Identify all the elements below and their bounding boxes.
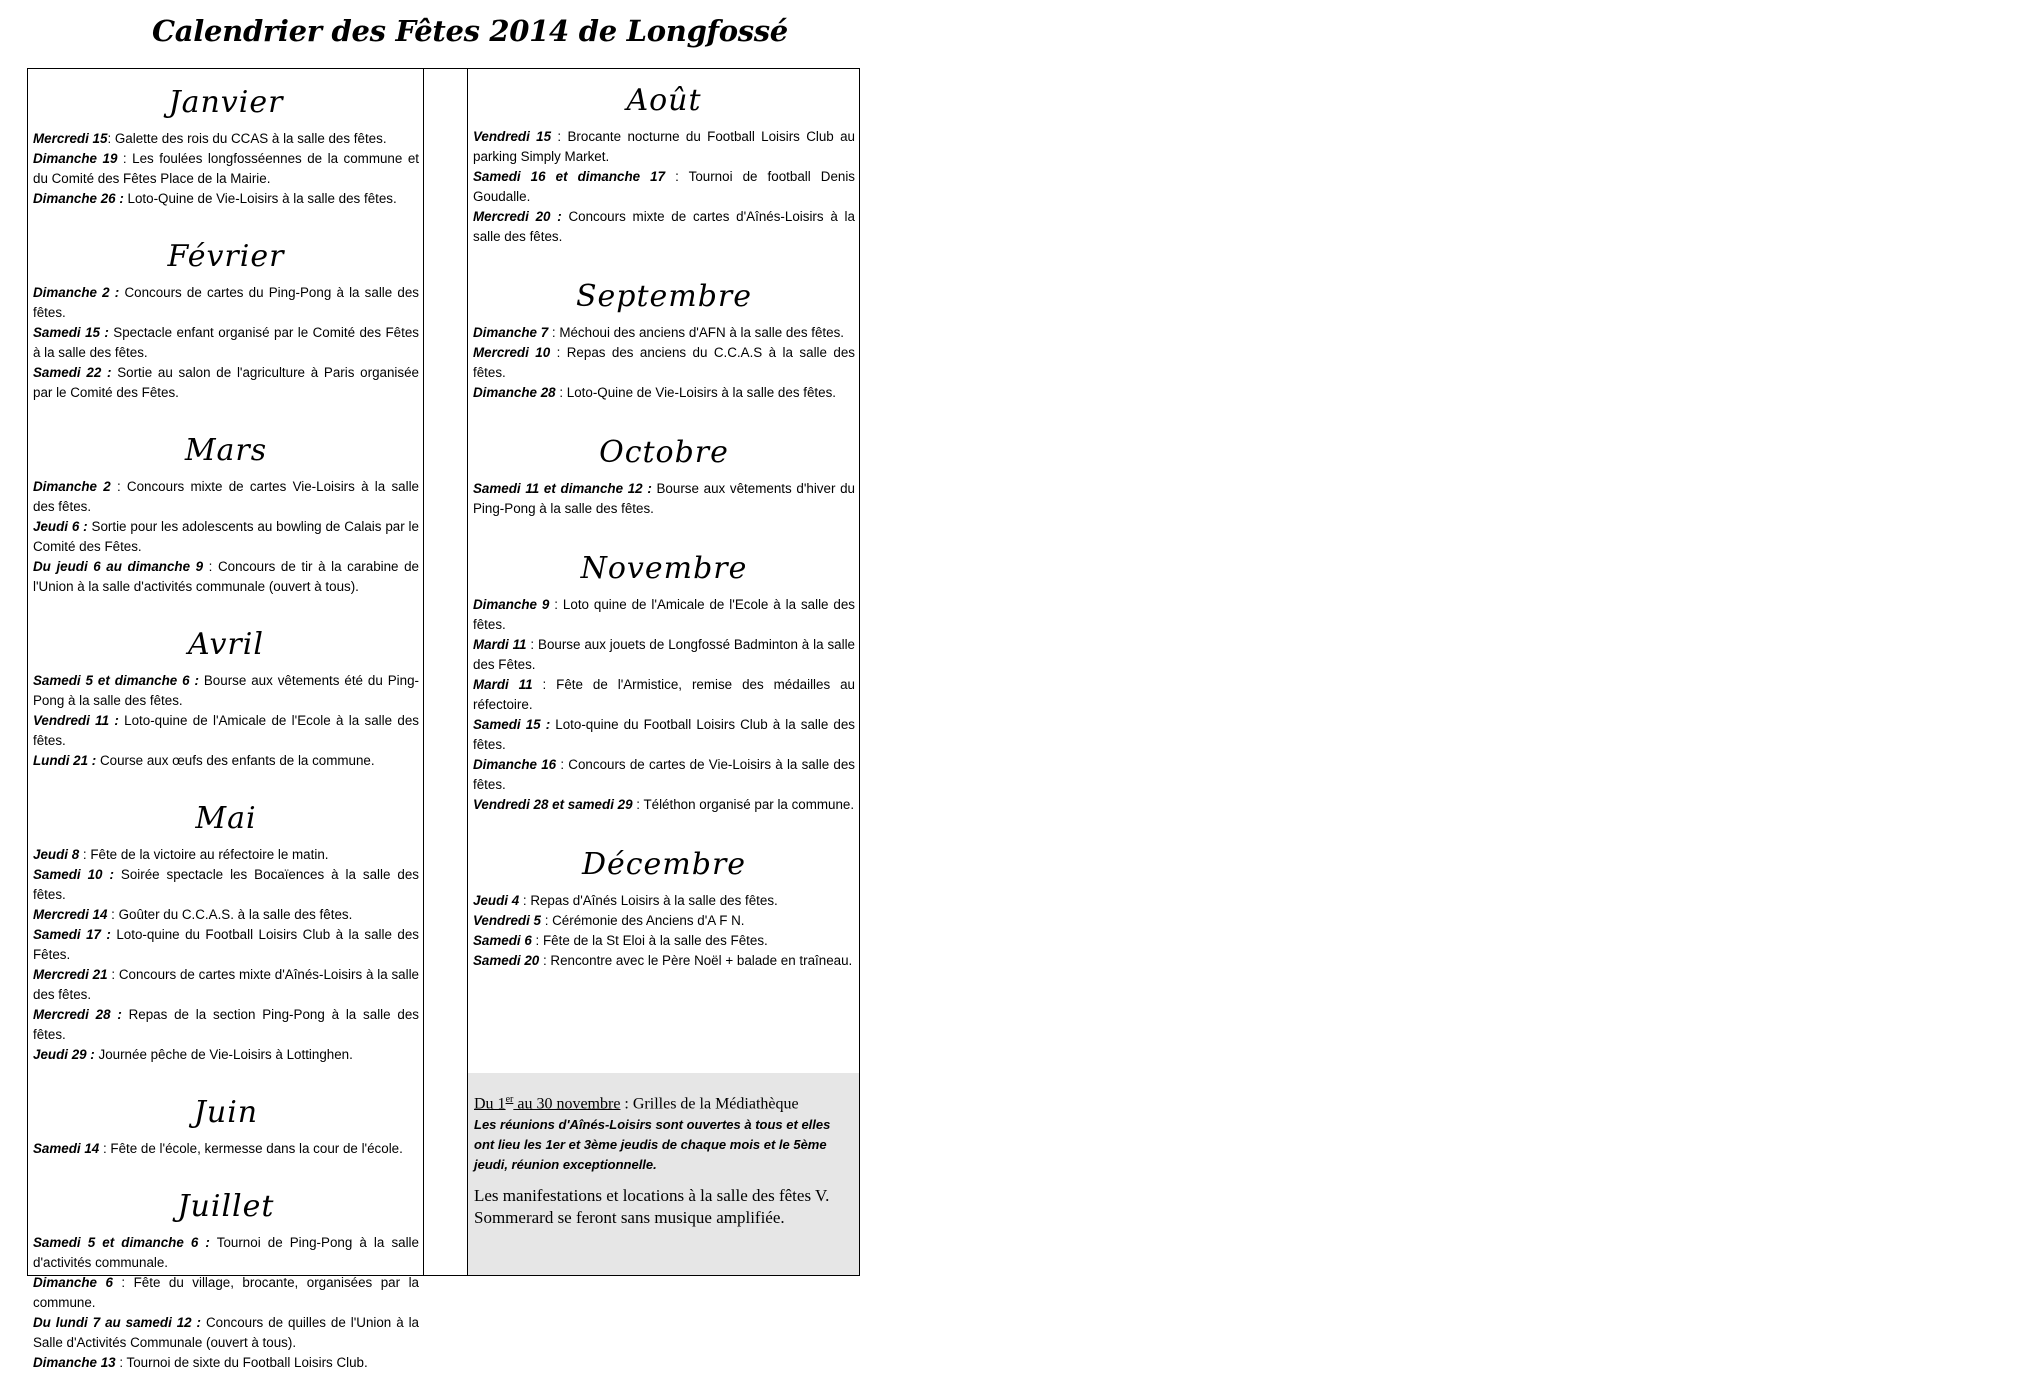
event-entry [33, 1139, 419, 1159]
event-description: : Brocante nocturne du Football Loisirs Club au parking Simply Market. [473, 129, 855, 164]
event-entry [33, 129, 419, 149]
event-description: : Téléthon organisé par la commune. [632, 797, 855, 812]
event-description: : Concours de tir à la carabine de l'Union à la salle d'activités communale (ouvert à tous). [33, 559, 419, 594]
event-description: Concours mixte de cartes d'Aînés-Loisirs à la salle des fêtes. [473, 209, 855, 244]
note-aines-loisirs: Les réunions d'Aînés-Loisirs sont ouvertes à tous et elles ont lieu les 1er et 3ème jeudis de chaque mois et le 5ème jeudi, réunion exceptionnelle. [474, 1117, 831, 1173]
event-description: : Concours de cartes de Vie-Loisirs à la salle des fêtes. [473, 757, 855, 792]
event-entry [33, 557, 419, 597]
event-date: Dimanche 2 : [33, 285, 120, 300]
event-date: Dimanche 28 [473, 385, 556, 400]
event-entry [473, 479, 855, 519]
event-date: Jeudi 8 [33, 847, 80, 862]
event-description: : Goûter du C.C.A.S. à la salle des fêtes. [107, 907, 353, 922]
event-date: Mardi 11 [473, 677, 533, 692]
event-entry [33, 517, 419, 557]
event-description: : Fête de la victoire au réfectoire le matin. [79, 847, 329, 862]
event-entry [473, 795, 855, 815]
event-entry [33, 845, 419, 865]
event-description: Sortie pour les adolescents au bowling de Calais par le Comité des Fêtes. [33, 519, 419, 554]
event-entry [33, 711, 419, 751]
event-date: Dimanche 7 [473, 325, 549, 340]
event-date: Dimanche 13 [33, 1355, 116, 1370]
month-heading: Septembre [575, 279, 753, 314]
spacer-column [424, 69, 468, 1275]
note-place: : Grilles de la Médiathèque [620, 1095, 799, 1113]
event-entry [473, 951, 855, 971]
event-entry [473, 595, 855, 635]
event-entry [473, 167, 855, 207]
month-heading: Juillet [177, 1189, 275, 1224]
note-mediatheque [474, 1089, 853, 1115]
event-date: Samedi 10 : [33, 867, 114, 882]
event-date: Dimanche 16 [473, 757, 557, 772]
event-description: Journée pêche de Vie-Loisirs à Lottinghen. [94, 1047, 353, 1062]
note-date-sup: er [505, 1094, 514, 1105]
month-gap [473, 247, 855, 279]
month-heading: Octobre [599, 435, 729, 470]
month-gap [33, 771, 419, 801]
month-gap [473, 815, 855, 847]
event-description: : Rencontre avec le Père Noël + balade en traîneau. [539, 953, 853, 968]
event-description: Loto-quine du Football Loisirs Club à la salle des fêtes. [473, 717, 855, 752]
event-entry [33, 1045, 419, 1065]
event-description: : Fête de l'école, kermesse dans la cour de l'école. [99, 1141, 403, 1156]
event-entry [473, 891, 855, 911]
event-entry [33, 477, 419, 517]
event-date: Jeudi 29 : [33, 1047, 95, 1062]
event-description: : Loto quine de l'Amicale de l'Ecole à la salle des fêtes. [473, 597, 855, 632]
event-entry [473, 207, 855, 247]
event-description: : Bourse aux jouets de Longfossé Badminton à la salle des Fêtes. [473, 637, 855, 672]
event-date: Mercredi 15 [33, 131, 108, 146]
event-entry [33, 189, 419, 209]
note-salle-fetes: Les manifestations et locations à la salle des fêtes V. Sommerard se feront sans musique amplifiée. [474, 1186, 830, 1228]
event-description: : Méchoui des anciens d'AFN à la salle des fêtes. [548, 325, 844, 340]
event-date: Samedi 14 [33, 1141, 100, 1156]
event-entry [33, 925, 419, 965]
event-entry [473, 127, 855, 167]
event-description: : Loto-Quine de Vie-Loisirs à la salle des fêtes. [555, 385, 836, 400]
month-gap [473, 403, 855, 435]
event-entry [33, 283, 419, 323]
event-date: Dimanche 9 [473, 597, 550, 612]
month-heading: Novembre [580, 551, 748, 586]
event-date: Du lundi 7 au samedi 12 : [33, 1315, 202, 1330]
event-entry [33, 671, 419, 711]
month-heading: Mars [184, 433, 268, 468]
event-entry [473, 675, 855, 715]
event-date: Samedi 15 : [473, 717, 551, 732]
month-gap [33, 597, 419, 627]
event-description: : Tournoi de sixte du Football Loisirs Club. [115, 1355, 368, 1370]
event-description: Course aux œufs des enfants de la commune. [96, 753, 375, 768]
event-date: Samedi 5 et dimanche 6 : [33, 673, 199, 688]
month-heading: Mai [195, 801, 257, 836]
event-description: : Les foulées longfosséennes de la commune et du Comité des Fêtes Place de la Mairie. [33, 151, 419, 186]
event-date: Vendredi 5 [473, 913, 541, 928]
event-description: : Concours de cartes mixte d'Aînés-Loisirs à la salle des fêtes. [33, 967, 419, 1002]
event-date: Mardi 11 [473, 637, 527, 652]
event-entry [33, 751, 419, 771]
event-entry [33, 149, 419, 189]
event-entry [473, 343, 855, 383]
note-date-b: au 30 novembre [513, 1095, 621, 1113]
month-heading: Août [626, 83, 702, 118]
event-date: Samedi 20 [473, 953, 540, 968]
event-description: Soirée spectacle les Bocaïences à la salle des fêtes. [33, 867, 419, 902]
event-description: : Fête du village, brocante, organisées par la commune. [33, 1275, 419, 1310]
event-date: Du jeudi 6 au dimanche 9 [33, 559, 204, 574]
month-gap [33, 1159, 419, 1189]
event-date: Jeudi 4 [473, 893, 520, 908]
event-entry [33, 865, 419, 905]
event-date: Jeudi 6 : [33, 519, 88, 534]
event-entry [33, 363, 419, 403]
event-description: Loto-quine du Football Loisirs Club à la salle des Fêtes. [33, 927, 419, 962]
event-date: Mercredi 10 [473, 345, 551, 360]
event-date: Samedi 6 [473, 933, 532, 948]
event-entry [473, 715, 855, 755]
event-date: Dimanche 26 : [33, 191, 124, 206]
event-date: Dimanche 2 [33, 479, 111, 494]
event-date: Samedi 16 et dimanche 17 [473, 169, 666, 184]
event-description: Concours de cartes du Ping-Pong à la salle des fêtes. [33, 285, 419, 320]
event-date: Vendredi 15 [473, 129, 552, 144]
event-entry [33, 1233, 419, 1273]
event-description: Sortie au salon de l'agriculture à Paris organisée par le Comité des Fêtes. [33, 365, 419, 400]
month-gap [33, 209, 419, 239]
info-note-box [468, 1073, 859, 1275]
month-heading: Juin [193, 1095, 259, 1130]
event-date: Dimanche 6 [33, 1275, 113, 1290]
event-entry [473, 323, 855, 343]
event-description: : Repas d'Aînés Loisirs à la salle des fêtes. [519, 893, 778, 908]
document-title: Calendrier des Fêtes 2014 de Longfossé [152, 14, 788, 48]
event-description: : Fête de la St Eloi à la salle des Fêtes. [531, 933, 768, 948]
month-heading: Janvier [168, 85, 284, 120]
event-entry [33, 1005, 419, 1045]
month-heading: Avril [188, 627, 264, 662]
event-date: Mercredi 20 : [473, 209, 562, 224]
event-date: Samedi 5 et dimanche 6 : [33, 1235, 210, 1250]
event-entry [33, 1273, 419, 1313]
event-date: Samedi 11 et dimanche 12 : [473, 481, 652, 496]
month-heading: Décembre [581, 847, 747, 882]
month-gap [33, 403, 419, 433]
event-date: Vendredi 11 : [33, 713, 119, 728]
event-description: Repas de la section Ping-Pong à la salle des fêtes. [33, 1007, 419, 1042]
event-description: Tournoi de Ping-Pong à la salle d'activités communale. [33, 1235, 419, 1270]
event-entry [33, 905, 419, 925]
event-description: Loto-quine de l'Amicale de l'Ecole à la salle des fêtes. [33, 713, 419, 748]
event-entry [33, 1353, 419, 1373]
event-entry [473, 635, 855, 675]
event-description: Concours de quilles de l'Union à la Salle d'Activités Communale (ouvert à tous). [33, 1315, 419, 1350]
event-description: : Concours mixte de cartes Vie-Loisirs à la salle des fêtes. [33, 479, 419, 514]
event-date: Samedi 17 : [33, 927, 111, 942]
event-description: : Cérémonie des Anciens d'A F N. [540, 913, 745, 928]
note-date-a: Du 1 [474, 1095, 506, 1113]
event-entry [33, 1313, 419, 1353]
event-date: Samedi 22 : [33, 365, 112, 380]
event-description: Spectacle enfant organisé par le Comité des Fêtes à la salle des fêtes. [33, 325, 419, 360]
calendar-table [27, 68, 860, 1370]
event-description: : Repas des anciens du C.C.A.S à la salle des fêtes. [473, 345, 855, 380]
event-description: Bourse aux vêtements d'hiver du Ping-Pong à la salle des fêtes. [473, 481, 855, 516]
event-date: Samedi 15 : [33, 325, 109, 340]
event-entry [33, 323, 419, 363]
event-entry [473, 755, 855, 795]
event-entry [473, 383, 855, 403]
event-date: Lundi 21 : [33, 753, 97, 768]
month-heading: Février [167, 239, 285, 274]
event-description: Bourse aux vêtements été du Ping-Pong à la salle des fêtes. [33, 673, 419, 708]
right-months [473, 83, 855, 971]
event-date: Dimanche 19 [33, 151, 118, 166]
event-description: : Tournoi de football Denis Goudalle. [473, 169, 856, 204]
event-date: Mercredi 21 [33, 967, 108, 982]
event-description: : Fête de l'Armistice, remise des médailles au réfectoire. [473, 677, 855, 712]
month-gap [33, 1065, 419, 1095]
event-entry [473, 911, 855, 931]
event-description: : Galette des rois du CCAS à la salle des fêtes. [107, 131, 387, 146]
event-entry [33, 965, 419, 1005]
right-column [468, 69, 859, 1275]
event-entry [473, 931, 855, 951]
left-column [28, 69, 424, 1370]
month-gap [473, 519, 855, 551]
event-description: Loto-Quine de Vie-Loisirs à la salle des fêtes. [123, 191, 397, 206]
event-date: Mercredi 28 : [33, 1007, 122, 1022]
event-date: Vendredi 28 et samedi 29 [473, 797, 633, 812]
event-date: Mercredi 14 [33, 907, 108, 922]
